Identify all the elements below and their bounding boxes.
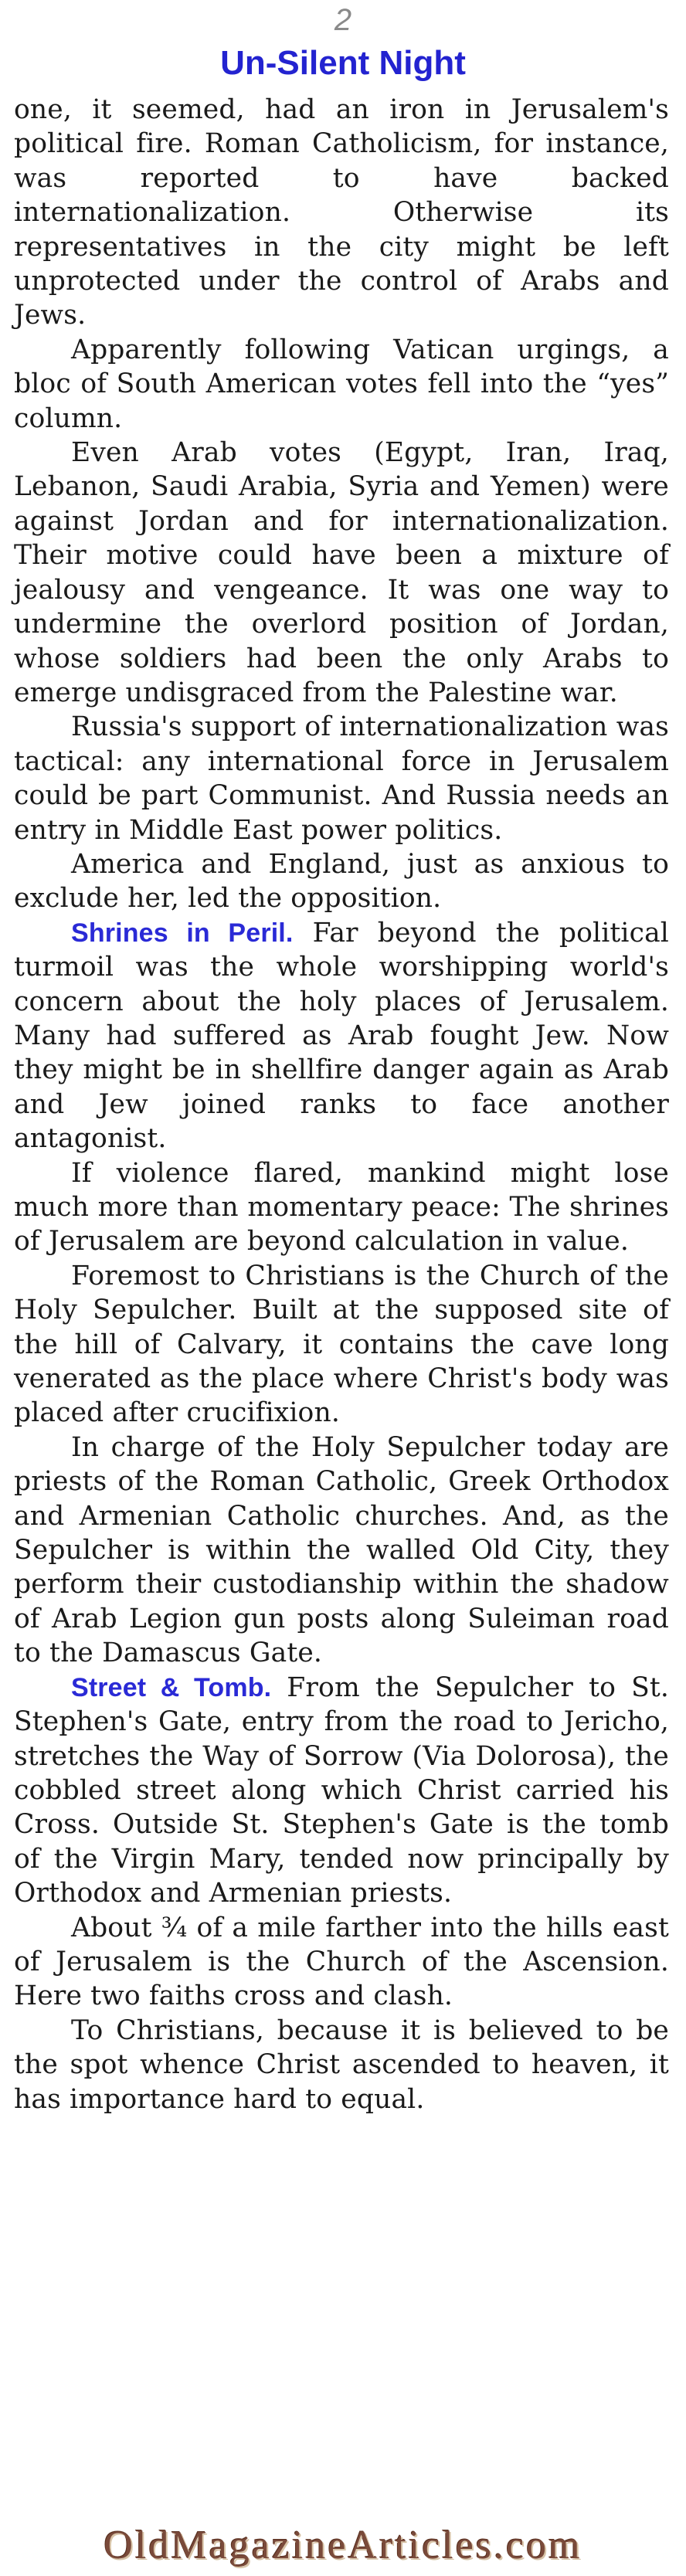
paragraph: America and England, just as anxious to exclude her, led the opposition.: [14, 848, 669, 915]
page-number: 2: [334, 3, 352, 37]
paragraph-text: Far beyond the political turmoil was the whole worshipping world's concern about the holy places of Jerusalem. Many had suffered as Arab fought Jew. Now they might be in shellfire danger again as Arab and Jew joined ranks to face another antagonist.: [14, 917, 669, 1155]
section-subhead: Shrines in Peril.: [71, 918, 294, 948]
paragraph: Foremost to Christians is the Church of the Holy Sepulcher. Built at the supposed site of the hill of Calvary, it contains the cave long venerated as the place where Christ's body was placed after crucifixion.: [14, 1260, 669, 1429]
paragraph: Russia's support of internationalization was tactical: any international force in Jerusalem could be part Communist. And Russia needs an entry in Middle East power politics.: [14, 711, 669, 846]
site-watermark: OldMagazineArticles.com: [104, 2523, 582, 2568]
paragraph: [14, 916, 669, 1156]
paragraph: [14, 1671, 669, 1911]
paragraph: In charge of the Holy Sepulcher today are priests of the Roman Catholic, Greek Orthodox and Armenian Catholic churches. And, as the Sepulcher is within the walled Old City, they perform their custodianship within the shadow of Arab Legion gun posts along Suleiman road to the Damascus Gate.: [14, 1431, 669, 1669]
paragraph: To Christians, because it is believed to be the spot whence Christ ascended to heaven, it has importance hard to equal.: [14, 2014, 669, 2115]
paragraph: About ¾ of a mile farther into the hills east of Jerusalem is the Church of the Ascension. Here two faiths cross and clash.: [14, 1912, 669, 2012]
paragraph: Apparently following Vatican urgings, a bloc of South American votes fell into the “yes” column.: [14, 334, 669, 434]
paragraph: one, it seemed, had an iron in Jerusalem's political fire. Roman Catholicism, for instance, was reported to have backed internationalization. Otherwise its representatives in the city might be left unprotected under the control of Arabs and Jews.: [14, 94, 669, 331]
article-body: [14, 93, 669, 2116]
paragraph-text: From the Sepulcher to St. Stephen's Gate, entry from the road to Jericho, stretches the Way of Sorrow (Via Dolorosa), the cobbled street along which Christ carried his Cross. Outside St. Stephen's Gate is the tomb of the Virgin Mary, tended now principally by Orthodox and Armenian priests.: [14, 1672, 669, 1909]
paragraph: Even Arab votes (Egypt, Iran, Iraq, Lebanon, Saudi Arabia, Syria and Yemen) were against Jordan and for internationalization. Their motive could have been a mixture of jealousy and vengeance. It was one way to undermine the overlord position of Jordan, whose soldiers had been the only Arabs to emerge undisgraced from the Palestine war.: [14, 437, 669, 708]
article-headline: Un-Silent Night: [220, 44, 466, 82]
section-subhead: Street & Tomb.: [71, 1672, 272, 1702]
paragraph: If violence flared, mankind might lose much more than momentary peace: The shrines of Jerusalem are beyond calculation in value.: [14, 1157, 669, 1257]
